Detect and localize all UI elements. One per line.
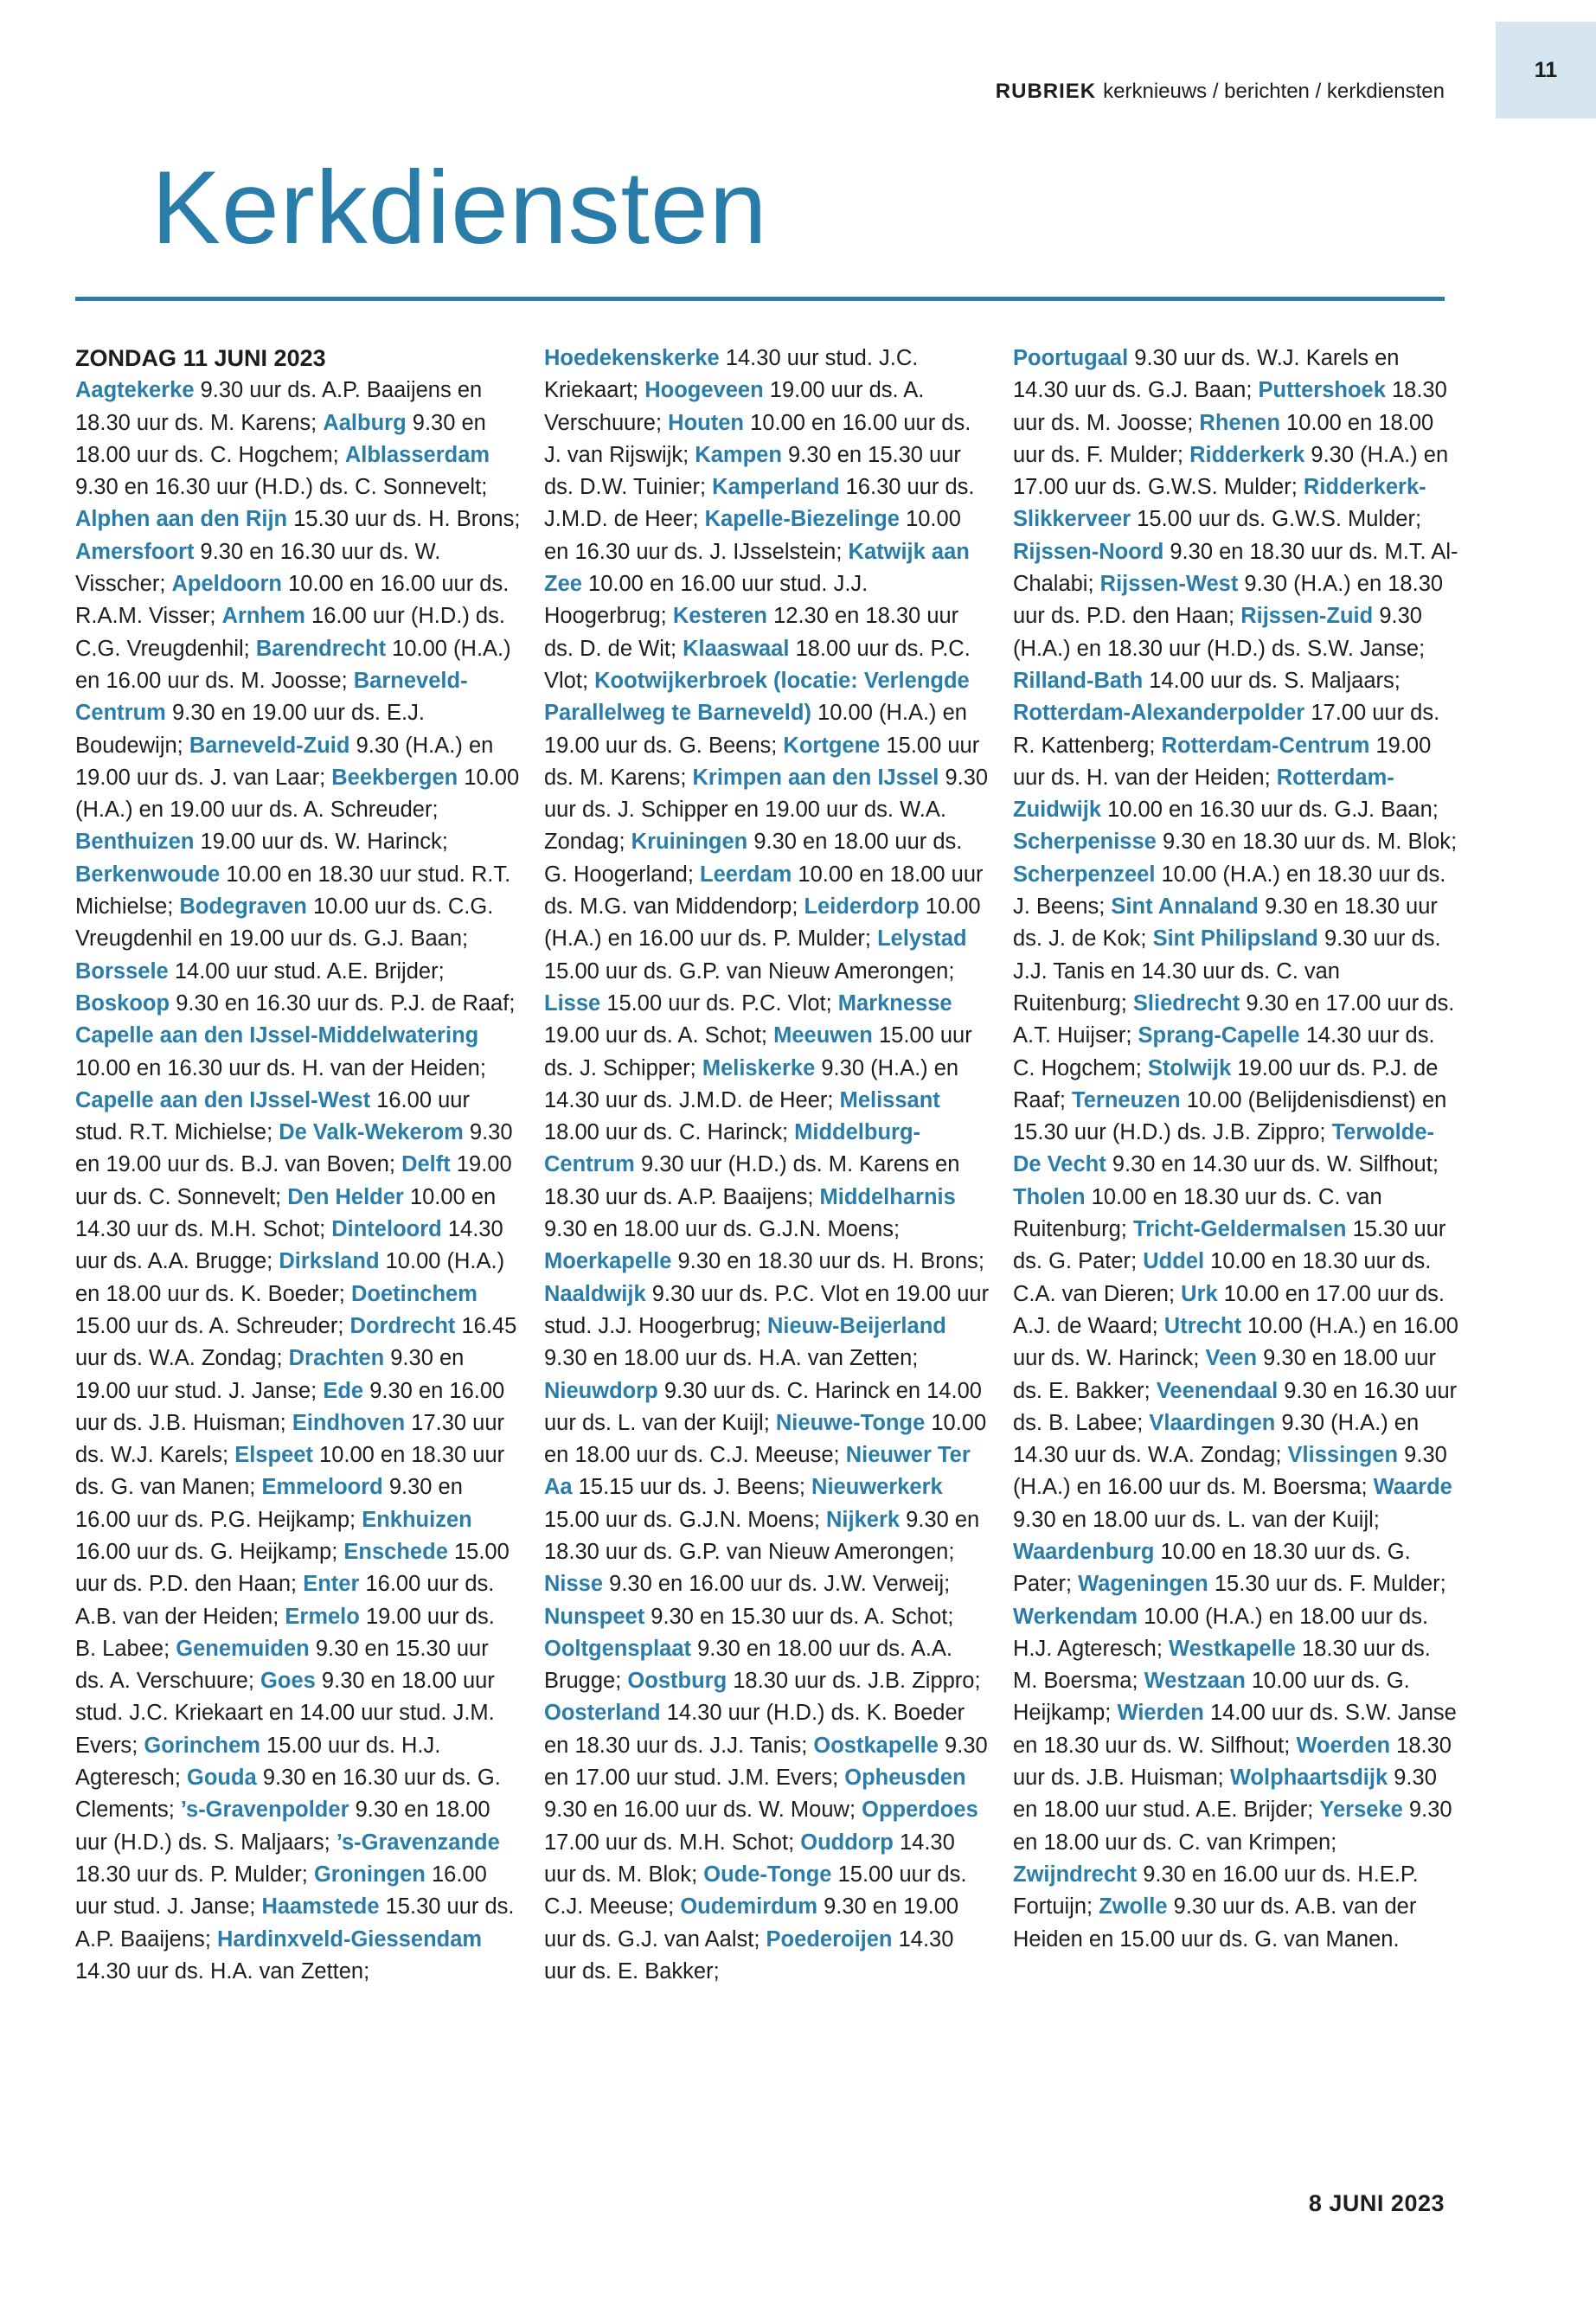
church-place: Utrecht [1163, 1313, 1242, 1338]
service-detail: 9.30 (H.A.) en 18.30 uur (H.D.) ds. S.W. Janse [1013, 604, 1422, 661]
church-place: Gouda [186, 1766, 257, 1791]
service-detail: 9.30 en 18.30 uur ds. M. Blok [1162, 830, 1452, 855]
service-entry [75, 830, 442, 854]
church-place: Tricht-Geldermalsen [1132, 1217, 1347, 1242]
church-place: Apeldoorn [171, 572, 282, 597]
church-place: Ooltgensplaat [544, 1636, 692, 1661]
service-detail: 14.30 uur ds. M. Blok [544, 1830, 955, 1887]
service-detail: 10.00 en 18.30 uur ds. C.A. van Dieren [1013, 1249, 1432, 1306]
service-detail: 14.30 uur ds. A.A. Brugge [75, 1217, 503, 1274]
church-place: Enkhuizen [362, 1507, 472, 1532]
church-place: Wolphaartsdijk [1229, 1766, 1388, 1791]
service-detail: 15.00 uur ds. A. Schreuder [75, 1313, 338, 1338]
church-place: Barendrecht [255, 636, 387, 661]
church-place: Uddel [1143, 1249, 1205, 1274]
service-detail: 9.30 en 14.30 uur ds. W. Silfhout [1112, 1152, 1433, 1177]
church-place: Urk [1181, 1281, 1218, 1306]
church-place: Veenendaal [1156, 1378, 1279, 1403]
service-entry [544, 1605, 947, 1629]
service-detail: 9.30 en 18.00 uur ds. H.A. van Zetten [544, 1346, 913, 1371]
service-detail: 10.00 (H.A.) en 19.00 uur ds. A. Schreuder [75, 765, 520, 823]
service-detail: 10.00 (H.A.) en 18.00 uur ds. H.J. Agteresch [1013, 1604, 1429, 1661]
service-detail: 9.30 en 18.00 uur ds. C. van Krimpen [1013, 1798, 1452, 1855]
service-list-part-1: Aagtekerke 9.30 uur ds. A.P. Baaijens en 18.30 uur ds. M. Karens; Aalburg 9.30 en 18.00 uur ds. C. Hogchem; Alblasserdam 9.30 en 16.30 uur (H.D.) ds. C. Sonnevelt; Alphen aan den Rijn 15.30 uur ds. H. Brons; Amersfoort 9.30 en 16.30 uur ds. W. Visscher; Apeldoorn 10.00 en 16.00 uur ds. R.A.M. Visser; Arnhem 16.00 uur (H.D.) ds. C.G. Vreugdenhil; Barendrecht 10.00 (H.A.) en 16.00 uur ds. M. Joosse; Barneveld-Centrum 9.30 en 19.00 uur ds. E.J. Boudewijn; Barneveld-Zuid 9.30 (H.A.) en 19.00 uur ds. J. van Laar; Beekbergen 10.00 (H.A.) en 19.00 uur ds. A. Schreuder; Benthuizen 19.00 uur ds. W. Harinck; Berkenwoude 10.00 en 18.30 uur stud. R.T. Michielse; Bodegraven 10.00 uur ds. C.G. Vreugdenhil en 19.00 uur ds. G.J. Baan; Borssele 14.00 uur stud. A.E. Brijder; Boskoop 9.30 en 16.30 uur ds. P.J. de Raaf; Capelle aan den IJssel-Middelwatering 10.00 en 16.30 uur ds. H. van der Heiden; Capelle aan den IJssel-West 16.00 uur stud. R.T. Michielse; De Valk-Wekerom 9.30 en 19.00 uur ds. B.J. van Boven; Delft 19.00 uur ds. C. Sonnevelt; Den Helder 10.00 en 14.30 uur ds. M.H. Schot; Dinteloord 14.30 uur ds. A.A. Brugge; Dirksland 10.00 (H.A.) en 18.00 uur ds. K. Boeder; Doetinchem 15.00 uur ds. A. Schreuder; Dordrecht 16.45 uur ds. W.A. Zondag; Drachten 9.30 en 19.00 uur stud. J. Janse; Ede 9.30 en 16.00 uur ds. J.B. Huisman; Eindhoven 17.30 uur ds. W.J. Karels; Elspeet 10.00 en 18.30 uur ds. G. van Manen; Emmeloord 9.30 en 16.00 uur ds. P.G. Heijkamp; Enkhuizen 16.00 uur ds. G. Heijkamp; Enschede 15.00 uur ds. P.D. den Haan; Enter 16.00 uur ds. A.B. van der Heiden; Ermelo 19.00 uur ds. B. Labee; Genemuiden 9.30 en 15.30 uur ds. A. Verschuure; Goes 9.30 en 18.00 uur stud. J.C. Kriekaart en 14.00 uur stud. J.M. Evers; Gorinchem 15.00 uur ds. H.J. Agteresch; Gouda 9.30 en 16.30 uur ds. G. Clements; ’s-Gravenpolder 9.30 en 18.00 uur (H.D.) ds. S. Maljaars; ’s-Gravenzande 18.30 uur ds. P. Mulder; Groningen 16.00 uur stud. J. Janse; Haamstede 15.30 uur ds. A.P. Baaijens; Hardinxveld-Giessendam 14.30 uur ds. H.A. van Zetten; [75, 378, 521, 1984]
church-place: Sliedrecht [1132, 990, 1240, 1016]
church-place: Veen [1205, 1346, 1258, 1371]
service-detail: 10.00 en 16.00 uur ds. J. van Rijswijk [544, 410, 971, 467]
service-detail: 10.00 en 17.00 uur ds. A.J. de Waard [1013, 1281, 1445, 1338]
church-place: Alphen aan den Rijn [75, 507, 288, 532]
service-detail: 19.00 uur ds. C. Sonnevelt [75, 1152, 512, 1209]
church-place: Klaaswaal [683, 636, 790, 661]
service-detail: 10.00 (H.A.) en 16.00 uur ds. W. Harinck [1013, 1313, 1458, 1371]
service-detail: 16.30 uur ds. J.M.D. de Heer [544, 475, 975, 532]
service-detail: 10.00 en 16.30 uur ds. G.J. Baan [1107, 798, 1433, 823]
church-place: Berkenwoude [75, 862, 221, 887]
church-place: Sint Annaland [1111, 894, 1259, 920]
church-place: Enter [303, 1572, 360, 1597]
church-place: Rhenen [1199, 410, 1280, 435]
service-detail: 15.00 uur ds. H.J. Agteresch [75, 1733, 441, 1791]
service-detail: 10.00 (H.A.) en 18.00 uur ds. K. Boeder [75, 1249, 505, 1306]
service-detail: 19.00 uur ds. B. Labee [75, 1604, 495, 1661]
rubric-label: RUBRIEK [995, 80, 1097, 103]
service-detail: 9.30 en 16.00 uur ds. J.W. Verweij [609, 1572, 945, 1597]
service-detail: 9.30 (H.A.) en 14.30 uur ds. J.M.D. de Heer [544, 1055, 959, 1112]
church-place: Rotterdam-Zuidwijk [1013, 765, 1394, 823]
service-detail: 9.30 en 19.00 uur ds. G.J. van Aalst [544, 1894, 959, 1952]
church-place: Rilland-Bath [1013, 668, 1144, 693]
church-place: Hoedekenskerke [544, 346, 720, 370]
service-detail: 18.30 uur ds. J.B. Zippro [733, 1669, 975, 1694]
church-place: Elspeet [234, 1443, 313, 1468]
service-detail: 9.30 en 19.00 uur ds. E.J. Boudewijn [75, 701, 425, 758]
service-detail: 15.00 uur ds. M. Karens [544, 733, 980, 790]
church-place: Middelburg-Centrum [544, 1120, 921, 1177]
service-detail: 18.30 uur ds. M. Joosse [1013, 378, 1447, 435]
church-place: Nisse [544, 1572, 604, 1597]
service-detail: 14.30 uur (H.D.) ds. K. Boeder en 18.30 uur ds. J.J. Tanis [544, 1701, 965, 1758]
service-entry [75, 507, 514, 531]
church-place: Goes [260, 1669, 316, 1694]
church-place: Aalburg [323, 410, 407, 435]
church-place: Moerkapelle [544, 1249, 672, 1274]
service-detail: 9.30 en 16.30 uur ds. P.J. de Raaf [176, 990, 510, 1016]
column-1 [75, 343, 521, 1988]
service-detail: 9.30 en 18.00 uur ds. E. Bakker [1013, 1346, 1437, 1403]
church-place: Oude-Tonge [703, 1862, 832, 1887]
service-detail: 9.30 en 19.00 uur ds. B.J. van Boven [75, 1120, 513, 1177]
church-place: Capelle aan den IJssel-West [75, 1087, 371, 1112]
church-place: Kampen [695, 442, 782, 467]
service-detail: 10.00 en 18.00 uur ds. F. Mulder [1013, 410, 1434, 467]
service-detail: 9.30 en 15.30 uur ds. D.W. Tuinier [544, 442, 961, 500]
service-detail: 10.00 en 18.00 uur ds. M.G. van Middendorp [544, 862, 984, 920]
church-place: Stolwijk [1147, 1055, 1232, 1080]
church-place: Yerseke [1319, 1798, 1403, 1823]
rubric-header [996, 80, 1445, 104]
service-detail: 9.30 uur ds. A.P. Baaijens en 18.30 uur ds. M. Karens [75, 378, 483, 435]
service-detail: 15.30 uur ds. A.P. Baaijens [75, 1894, 515, 1952]
service-detail: 17.00 uur ds. M.H. Schot [544, 1830, 789, 1855]
service-detail: 15.00 uur ds. J. Schipper [544, 1023, 972, 1080]
service-detail: 14.30 uur stud. J.C. Kriekaart [544, 346, 919, 403]
service-detail: 10.00 en 16.30 uur ds. H. van der Heiden [75, 1055, 480, 1080]
church-place: Rijssen-Noord [1013, 539, 1164, 564]
church-place: Haamstede [261, 1894, 380, 1920]
church-place: Kootwijkerbroek (locatie: Verlengde Parallelweg te Barneveld) [544, 668, 970, 726]
service-detail: 9.30 en 17.00 uur stud. J.M. Evers [544, 1733, 988, 1791]
service-entry [544, 991, 826, 1016]
church-place: Dinteloord [331, 1217, 442, 1242]
church-place: Vlaardingen [1149, 1410, 1276, 1435]
service-detail: 10.00 en 18.00 uur ds. C.J. Meeuse [544, 1410, 987, 1468]
service-detail: 10.00 (H.A.) en 16.00 uur ds. P. Mulder [544, 894, 981, 952]
service-detail: 15.15 uur ds. J. Beens [578, 1475, 799, 1500]
service-detail: 9.30 en 18.30 uur ds. J. de Kok [1013, 894, 1438, 952]
church-place: Opperdoes [862, 1798, 978, 1823]
service-detail: 16.45 uur ds. W.A. Zondag [75, 1313, 517, 1371]
column-3 [1013, 343, 1458, 1956]
church-place: Aagtekerke [75, 378, 195, 403]
service-detail: 19.00 uur ds. W. Harinck [200, 830, 442, 855]
service-detail: 9.30 en 15.30 uur ds. A. Schot [651, 1604, 948, 1629]
church-place: Leiderdorp [804, 894, 920, 920]
service-detail: 9.30 en 16.00 uur ds. H.E.P. Fortuijn [1013, 1862, 1419, 1920]
service-detail: 14.00 uur ds. S.W. Janse en 18.30 uur ds. W. Silfhout [1013, 1701, 1457, 1758]
service-detail: 9.30 en 18.00 uur ds. C. Hogchem [75, 410, 486, 467]
service-detail: 15.30 uur ds. H. Brons [293, 507, 515, 532]
service-entry [75, 991, 509, 1016]
service-detail: 16.00 uur ds. A.B. van der Heiden [75, 1572, 495, 1629]
service-detail: 19.00 uur ds. H. van der Heiden [1013, 733, 1432, 790]
service-detail: 18.30 uur ds. M. Boersma [1013, 1636, 1431, 1694]
service-detail: 9.30 (H.A.) en 19.00 uur ds. J. van Laar [75, 733, 494, 790]
day-heading: ZONDAG 11 JUNI 2023 [75, 345, 326, 371]
service-detail: 18.30 uur ds. J.B. Huisman [1013, 1733, 1452, 1791]
service-list-part-2: Hoedekenskerke 14.30 uur stud. J.C. Kriekaart; Hoogeveen 19.00 uur ds. A. Verschuure; Houten 10.00 en 16.00 uur ds. J. van Rijswijk; Kampen 9.30 en 15.30 uur ds. D.W. Tuinier; Kamperland 16.30 uur ds. J.M.D. de Heer; Kapelle-Biezelinge 10.00 en 16.30 uur ds. J. IJsselstein; Katwijk aan Zee 10.00 en 16.00 uur stud. J.J. Hoogerbrug; Kesteren 12.30 en 18.30 uur ds. D. de Wit; Klaaswaal 18.00 uur ds. P.C. Vlot; Kootwijkerbroek (locatie: Verlengde Parallelweg te Barneveld) 10.00 (H.A.) en 19.00 uur ds. G. Beens; Kortgene 15.00 uur ds. M. Karens; Krimpen aan den IJssel 9.30 uur ds. J. Schipper en 19.00 uur ds. W.A. Zondag; Kruiningen 9.30 en 18.00 uur ds. G. Hoogerland; Leerdam 10.00 en 18.00 uur ds. M.G. van Middendorp; Leiderdorp 10.00 (H.A.) en 16.00 uur ds. P. Mulder; Lelystad 15.00 uur ds. G.P. van Nieuw Amerongen; Lisse 15.00 uur ds. P.C. Vlot; Marknesse 19.00 uur ds. A. Schot; Meeuwen 15.00 uur ds. J. Schipper; Meliskerke 9.30 (H.A.) en 14.30 uur ds. J.M.D. de Heer; Melissant 18.00 uur ds. C. Harinck; Middelburg-Centrum 9.30 uur (H.D.) ds. M. Karens en 18.30 uur ds. A.P. Baaijens; Middelharnis 9.30 en 18.00 uur ds. G.J.N. Moens; Moerkapelle 9.30 en 18.30 uur ds. H. Brons; Naaldwijk 9.30 uur ds. P.C. Vlot en 19.00 uur stud. J.J. Hoogerbrug; Nieuw-Beijerland 9.30 en 18.00 uur ds. H.A. van Zetten; Nieuwdorp 9.30 uur ds. C. Harinck en 14.00 uur ds. L. van der Kuijl; Nieuwe-Tonge 10.00 en 18.00 uur ds. C.J. Meeuse; Nieuwer Ter Aa 15.15 uur ds. J. Beens; Nieuwerkerk 15.00 uur ds. G.J.N. Moens; Nijkerk 9.30 en 18.30 uur ds. G.P. van Nieuw Amerongen; Nisse 9.30 en 16.00 uur ds. J.W. Verweij; Nunspeet 9.30 en 15.30 uur ds. A. Schot; Ooltgensplaat 9.30 en 18.00 uur ds. A.A. Brugge; Oostburg 18.30 uur ds. J.B. Zippro; Oosterland 14.30 uur (H.D.) ds. K. Boeder en 18.30 uur ds. J.J. Tanis; Oostkapelle 9.30 en 17.00 uur stud. J.M. Evers; Opheusden 9.30 en 16.00 uur ds. W. Mouw; Opperdoes 17.00 uur ds. M.H. Schot; Ouddorp 14.30 uur ds. M. Blok; Oude-Tonge 15.00 uur ds. C.J. Meeuse; Oudemirdum 9.30 en 19.00 uur ds. G.J. van Aalst; Poederoijen 14.30 uur ds. E. Bakker; [544, 346, 990, 1984]
service-detail: 9.30 en 16.30 uur ds. G. Clements [75, 1766, 501, 1823]
church-place: Rijssen-West [1099, 572, 1239, 597]
church-place: Westzaan [1144, 1669, 1246, 1694]
service-detail: 14.00 uur stud. A.E. Brijder [174, 958, 439, 984]
service-entry [544, 1572, 944, 1596]
church-place: Woerden [1296, 1733, 1391, 1758]
church-place: Oostburg [627, 1669, 727, 1694]
service-detail: 14.30 uur ds. C. Hogchem [1013, 1023, 1435, 1080]
church-place: Waarde [1373, 1475, 1452, 1500]
church-place: Rotterdam-Alexanderpolder [1013, 701, 1305, 726]
church-place: Naaldwijk [544, 1281, 646, 1306]
church-place: Dirksland [279, 1249, 380, 1274]
church-place: Drachten [288, 1346, 385, 1371]
church-place: Scherpenisse [1013, 830, 1157, 855]
service-detail: 9.30 en 16.30 uur (H.D.) ds. C. Sonnevelt [75, 475, 482, 500]
service-detail: 9.30 en 18.00 uur stud. J.C. Kriekaart en 14.00 uur stud. J.M. Evers [75, 1669, 495, 1758]
service-detail: 9.30 uur ds. P.C. Vlot en 19.00 uur stud. J.J. Hoogerbrug [544, 1281, 990, 1338]
service-detail: 9.30 en 15.30 uur ds. A. Verschuure [75, 1636, 489, 1694]
church-place: Lelystad [877, 926, 967, 952]
service-detail: 9.30 en 17.00 uur ds. A.T. Huijser [1013, 990, 1455, 1048]
service-detail: 9.30 en 16.00 uur ds. J.B. Huisman [75, 1378, 505, 1435]
rubric-sections: kerknieuws / berichten / kerkdiensten [1103, 80, 1445, 103]
service-detail: 18.00 uur ds. C. Harinck [544, 1120, 782, 1145]
church-place: Nieuwe-Tonge [775, 1410, 926, 1435]
service-detail: 10.00 en 18.30 uur ds. G. Pater [1013, 1539, 1411, 1597]
church-place: Werkendam [1013, 1604, 1138, 1629]
service-detail: 10.00 (H.A.) en 18.30 uur ds. J. Beens [1013, 862, 1446, 920]
service-detail: 10.00 uur ds. G. Heijkamp [1013, 1669, 1410, 1726]
service-detail: 9.30 en 18.00 uur ds. G. Hoogerland [544, 830, 963, 887]
church-place: Terneuzen [1072, 1087, 1181, 1112]
church-place: Melissant [839, 1087, 940, 1112]
service-detail: 18.00 uur ds. P.C. Vlot [544, 636, 971, 693]
service-entry [75, 1023, 480, 1080]
church-place: Gorinchem [144, 1733, 260, 1758]
church-place: Poortugaal [1013, 346, 1129, 370]
church-place: Meliskerke [702, 1055, 816, 1080]
church-place: Emmeloord [261, 1475, 383, 1500]
church-place: Houten [668, 410, 744, 435]
church-place: Middelharnis [819, 1184, 956, 1209]
service-detail: 9.30 uur ds. J.J. Tanis en 14.30 uur ds. C. van Ruitenburg [1013, 926, 1441, 1016]
service-detail: 14.00 uur ds. S. Maljaars [1149, 668, 1394, 693]
service-detail: 9.30 en 16.00 uur ds. W. Mouw [544, 1798, 849, 1823]
church-place: Den Helder [287, 1184, 404, 1209]
service-detail: 14.30 uur ds. E. Bakker [544, 1926, 954, 1984]
service-detail: 10.00 en 16.00 uur stud. J.J. Hoogerbrug [544, 572, 869, 629]
church-place: Oostkapelle [813, 1733, 939, 1758]
church-place: Ridderkerk-Slikkerveer [1013, 475, 1426, 532]
church-place: Kamperland [712, 475, 840, 500]
church-place: Delft [401, 1152, 451, 1177]
church-place: Rotterdam-Centrum [1161, 733, 1370, 758]
church-place: Wageningen [1078, 1572, 1208, 1597]
church-place: Nieuwer Ter Aa [544, 1443, 971, 1500]
church-place: Nijkerk [826, 1507, 901, 1532]
service-detail: 15.00 uur ds. C.J. Meeuse [544, 1862, 967, 1920]
church-place: Scherpenzeel [1013, 862, 1156, 887]
church-place: Enschede [343, 1539, 448, 1564]
church-place: Alblasserdam [344, 442, 490, 467]
service-detail: 15.00 uur ds. G.J.N. Moens [544, 1507, 814, 1532]
service-entry [1078, 1572, 1440, 1596]
page-title: Kerkdiensten [151, 150, 768, 266]
service-detail: 9.30 en 18.00 uur ds. A.A. Brugge [544, 1636, 953, 1694]
service-detail: 9.30 en 18.00 uur ds. L. van der Kuijl [1013, 1507, 1374, 1532]
church-place: Ouddorp [800, 1830, 894, 1855]
service-detail: 10.00 uur ds. C.G. Vreugdenhil en 19.00 uur ds. G.J. Baan [75, 894, 494, 952]
page-number: 11 [1534, 57, 1558, 82]
church-place: Wierden [1117, 1701, 1204, 1726]
service-detail: 16.00 uur stud. R.T. Michielse [75, 1087, 470, 1145]
church-place: Bodegraven [179, 894, 307, 920]
church-place: Kesteren [672, 604, 767, 629]
service-detail: 9.30 uur ds. J. Schipper en 19.00 uur ds. W.A. Zondag [544, 765, 989, 855]
church-place: Tholen [1013, 1184, 1086, 1209]
church-place: Arnhem [221, 604, 305, 629]
service-entry [75, 959, 439, 984]
church-place: Ridderkerk [1189, 442, 1305, 467]
church-place: Lisse [544, 990, 601, 1016]
service-entry [627, 1669, 974, 1693]
service-detail: 18.30 uur ds. P. Mulder [75, 1862, 302, 1887]
service-detail: 9.30 uur ds. W.J. Karels en 14.30 uur ds. G.J. Baan [1013, 346, 1400, 403]
church-place: Beekbergen [331, 765, 458, 790]
column-2 [544, 343, 990, 1988]
church-place: Meeuwen [773, 1023, 873, 1048]
service-detail: 9.30 en 18.00 uur ds. G.J.N. Moens [544, 1217, 894, 1242]
church-place: Vlissingen [1287, 1443, 1399, 1468]
church-place: Benthuizen [75, 830, 195, 855]
church-place: Nieuwdorp [544, 1378, 658, 1403]
service-detail: 9.30 uur ds. A.B. van der Heiden en 15.00 uur ds. G. van Manen. [1013, 1894, 1417, 1952]
church-place: Doetinchem [350, 1281, 478, 1306]
church-place: Ede [323, 1378, 364, 1403]
church-place: Capelle aan den IJssel-Middelwatering [75, 1023, 479, 1048]
service-detail: 19.00 uur ds. P.J. de Raaf [1013, 1055, 1439, 1112]
service-detail: 10.00 en 18.30 uur ds. G. van Manen [75, 1443, 505, 1500]
service-detail: 10.00 (Belijdenisdienst) en 15.30 uur (H.D.) ds. J.B. Zippro [1013, 1087, 1447, 1145]
service-entry [544, 1249, 978, 1273]
service-detail: 15.00 uur ds. P.D. den Haan [75, 1539, 510, 1597]
service-detail: 10.00 (H.A.) en 16.00 uur ds. M. Joosse [75, 636, 511, 693]
service-detail: 9.30 en 18.00 uur (H.D.) ds. S. Maljaars [75, 1798, 490, 1855]
church-place: Marknesse [837, 990, 952, 1016]
service-list-part-3: Poortugaal 9.30 uur ds. W.J. Karels en 14.30 uur ds. G.J. Baan; Puttershoek 18.30 uur ds. M. Joosse; Rhenen 10.00 en 18.00 uur ds. F. Mulder; Ridderkerk 9.30 (H.A.) en 17.00 uur ds. G.W.S. Mulder; Ridderkerk-Slikkerveer 15.00 uur ds. G.W.S. Mulder; Rijssen-Noord 9.30 en 18.30 uur ds. M.T. Al-Chalabi; Rijssen-West 9.30 (H.A.) en 18.30 uur ds. P.D. den Haan; Rijssen-Zuid 9.30 (H.A.) en 18.30 uur (H.D.) ds. S.W. Janse; Rilland-Bath 14.00 uur ds. S. Maljaars; Rotterdam-Alexanderpolder 17.00 uur ds. R. Kattenberg; Rotterdam-Centrum 19.00 uur ds. H. van der Heiden; Rotterdam-Zuidwijk 10.00 en 16.30 uur ds. G.J. Baan; Scherpenisse 9.30 en 18.30 uur ds. M. Blok; Scherpenzeel 10.00 (H.A.) en 18.30 uur ds. J. Beens; Sint Annaland 9.30 en 18.30 uur ds. J. de Kok; Sint Philipsland 9.30 uur ds. J.J. Tanis en 14.30 uur ds. C. van Ruitenburg; Sliedrecht 9.30 en 17.00 uur ds. A.T. Huijser; Sprang-Capelle 14.30 uur ds. C. Hogchem; Stolwijk 19.00 uur ds. P.J. de Raaf; Terneuzen 10.00 (Belijdenisdienst) en 15.30 uur (H.D.) ds. J.B. Zippro; Terwolde-De Vecht 9.30 en 14.30 uur ds. W. Silfhout; Tholen 10.00 en 18.30 uur ds. C. van Ruitenburg; Tricht-Geldermalsen 15.30 uur ds. G. Pater; Uddel 10.00 en 18.30 uur ds. C.A. van Dieren; Urk 10.00 en 17.00 uur ds. A.J. de Waard; Utrecht 10.00 (H.A.) en 16.00 uur ds. W. Harinck; Veen 9.30 en 18.00 uur ds. E. Bakker; Veenendaal 9.30 en 16.30 uur ds. B. Labee; Vlaardingen 9.30 (H.A.) en 14.30 uur ds. W.A. Zondag; Vlissingen 9.30 (H.A.) en 16.00 uur ds. M. Boersma; Waarde 9.30 en 18.00 uur ds. L. van der Kuijl; Waardenburg 10.00 en 18.30 uur ds. G. Pater; Wageningen 15.30 uur ds. F. Mulder; Werkendam 10.00 (H.A.) en 18.00 uur ds. H.J. Agteresch; Westkapelle 18.30 uur ds. M. Boersma; Westzaan 10.00 uur ds. G. Heijkamp; Wierden 14.00 uur ds. S.W. Janse en 18.30 uur ds. W. Silfhout; Woerden 18.30 uur ds. J.B. Huisman; Wolphaartsdijk 9.30 en 18.00 uur stud. A.E. Brijder; Yerseke 9.30 en 18.00 uur ds. C. van Krimpen; Zwijndrecht 9.30 en 16.00 uur ds. H.E.P. Fortuijn; Zwolle 9.30 uur ds. A.B. van der Heiden en 15.00 uur ds. G. van Manen. [1013, 346, 1458, 1952]
service-detail: 16.00 uur (H.D.) ds. C.G. Vreugdenhil [75, 604, 505, 661]
church-place: Leerdam [700, 862, 792, 887]
church-place: Dordrecht [349, 1313, 456, 1338]
church-place: De Valk-Wekerom [279, 1120, 464, 1145]
church-place: Genemuiden [176, 1636, 310, 1661]
church-place: Nieuw-Beijerland [766, 1313, 946, 1338]
service-detail: 17.00 uur ds. R. Kattenberg [1013, 701, 1440, 758]
service-entry [1013, 669, 1394, 693]
service-detail: 10.00 en 14.30 uur ds. M.H. Schot [75, 1184, 497, 1242]
service-detail: 10.00 en 18.30 uur stud. R.T. Michielse [75, 862, 511, 920]
service-detail: 16.00 uur ds. G. Heijkamp [75, 1539, 332, 1564]
church-place: Kortgene [783, 733, 881, 758]
church-place: Zwijndrecht [1013, 1862, 1138, 1887]
service-detail: 15.00 uur ds. P.C. Vlot [606, 990, 826, 1016]
church-place: Eindhoven [292, 1410, 406, 1435]
church-place: Opheusden [844, 1766, 966, 1791]
church-place: Hoogeveen [644, 378, 764, 403]
service-detail: 9.30 en 18.00 uur stud. A.E. Brijder [1013, 1766, 1437, 1823]
service-detail: 9.30 (H.A.) en 17.00 uur ds. G.W.S. Mulder [1013, 442, 1449, 500]
service-detail: 9.30 uur ds. C. Harinck en 14.00 uur ds. L. van der Kuijl [544, 1378, 982, 1435]
issue-date: 8 JUNI 2023 [1308, 2190, 1445, 2216]
church-place: Barneveld-Zuid [189, 733, 350, 758]
church-place: Barneveld-Centrum [75, 668, 468, 726]
church-place: Sint Philipsland [1152, 926, 1318, 952]
service-detail: 10.00 (H.A.) en 19.00 uur ds. G. Beens [544, 701, 967, 758]
service-detail: 16.00 uur stud. J. Janse [75, 1862, 487, 1920]
church-place: Borssele [75, 958, 169, 984]
church-place: Zwolle [1099, 1894, 1168, 1920]
church-place: ’s-Gravenzande [336, 1830, 500, 1855]
church-place: Nieuwerkerk [811, 1475, 943, 1500]
church-place: Westkapelle [1169, 1636, 1296, 1661]
church-place: Terwolde-De Vecht [1013, 1120, 1435, 1177]
church-place: Katwijk aan Zee [544, 539, 970, 597]
service-detail: 9.30 en 19.00 uur stud. J. Janse [75, 1346, 465, 1403]
service-detail: 9.30 en 18.30 uur ds. H. Brons [677, 1249, 978, 1274]
service-detail: 10.00 en 18.30 uur ds. C. van Ruitenburg [1013, 1184, 1382, 1242]
church-place: Nunspeet [544, 1604, 645, 1629]
service-detail: 15.30 uur ds. G. Pater [1013, 1217, 1446, 1274]
church-place: Boskoop [75, 990, 170, 1016]
title-divider [75, 297, 1445, 301]
service-detail: 9.30 en 18.30 uur ds. M.T. Al-Chalabi [1013, 539, 1458, 597]
service-detail: 9.30 (H.A.) en 18.30 uur ds. P.D. den Haan [1013, 572, 1444, 629]
church-place: Puttershoek [1258, 378, 1386, 403]
church-place: Hardinxveld-Giessendam [216, 1926, 483, 1952]
service-detail: 9.30 uur (H.D.) ds. M. Karens en 18.30 uur ds. A.P. Baaijens [544, 1152, 960, 1209]
service-detail: 19.00 uur ds. A. Schot [544, 1023, 761, 1048]
church-place: Krimpen aan den IJssel [692, 765, 939, 790]
service-detail: 15.30 uur ds. F. Mulder [1214, 1572, 1440, 1597]
service-detail: 9.30 en 18.30 uur ds. G.P. van Nieuw Amerongen [544, 1507, 980, 1564]
service-detail: 10.00 en 16.30 uur ds. J. IJsselstein [544, 507, 961, 564]
church-place: Kruiningen [631, 830, 748, 855]
church-place: ’s-Gravenpolder [180, 1798, 349, 1823]
church-place: Oudemirdum [680, 1894, 817, 1920]
service-detail: 19.00 uur ds. A. Verschuure [544, 378, 925, 435]
church-place: Poederoijen [766, 1926, 893, 1952]
service-detail: 9.30 (H.A.) en 14.30 uur ds. W.A. Zondag [1013, 1410, 1420, 1468]
church-place: Waardenburg [1013, 1539, 1155, 1564]
service-detail: 10.00 en 16.00 uur ds. R.A.M. Visser [75, 572, 510, 629]
church-place: Rijssen-Zuid [1240, 604, 1374, 629]
service-detail: 12.30 en 18.30 uur ds. D. de Wit [544, 604, 959, 661]
service-detail: 9.30 en 16.30 uur ds. B. Labee [1013, 1378, 1458, 1435]
church-place: Groningen [313, 1862, 426, 1887]
service-entry [1013, 830, 1451, 854]
service-detail: 15.00 uur ds. G.W.S. Mulder [1137, 507, 1415, 532]
church-place: Kapelle-Biezelinge [704, 507, 900, 532]
service-detail: 9.30 en 16.00 uur ds. P.G. Heijkamp [75, 1475, 463, 1532]
church-place: Ermelo [285, 1604, 360, 1629]
service-detail: 9.30 en 16.30 uur ds. W. Visscher [75, 539, 441, 597]
church-place: Amersfoort [75, 539, 195, 564]
page-number-tab [1496, 22, 1596, 119]
service-detail: 17.30 uur ds. W.J. Karels [75, 1410, 505, 1468]
service-detail: 9.30 (H.A.) en 16.00 uur ds. M. Boersma [1013, 1443, 1447, 1500]
church-place: Sprang-Capelle [1138, 1023, 1300, 1048]
service-detail: 15.00 uur ds. G.P. van Nieuw Amerongen [544, 958, 949, 984]
church-place: Oosterland [544, 1701, 661, 1726]
service-detail: 14.30 uur ds. H.A. van Zetten [75, 1958, 364, 1984]
